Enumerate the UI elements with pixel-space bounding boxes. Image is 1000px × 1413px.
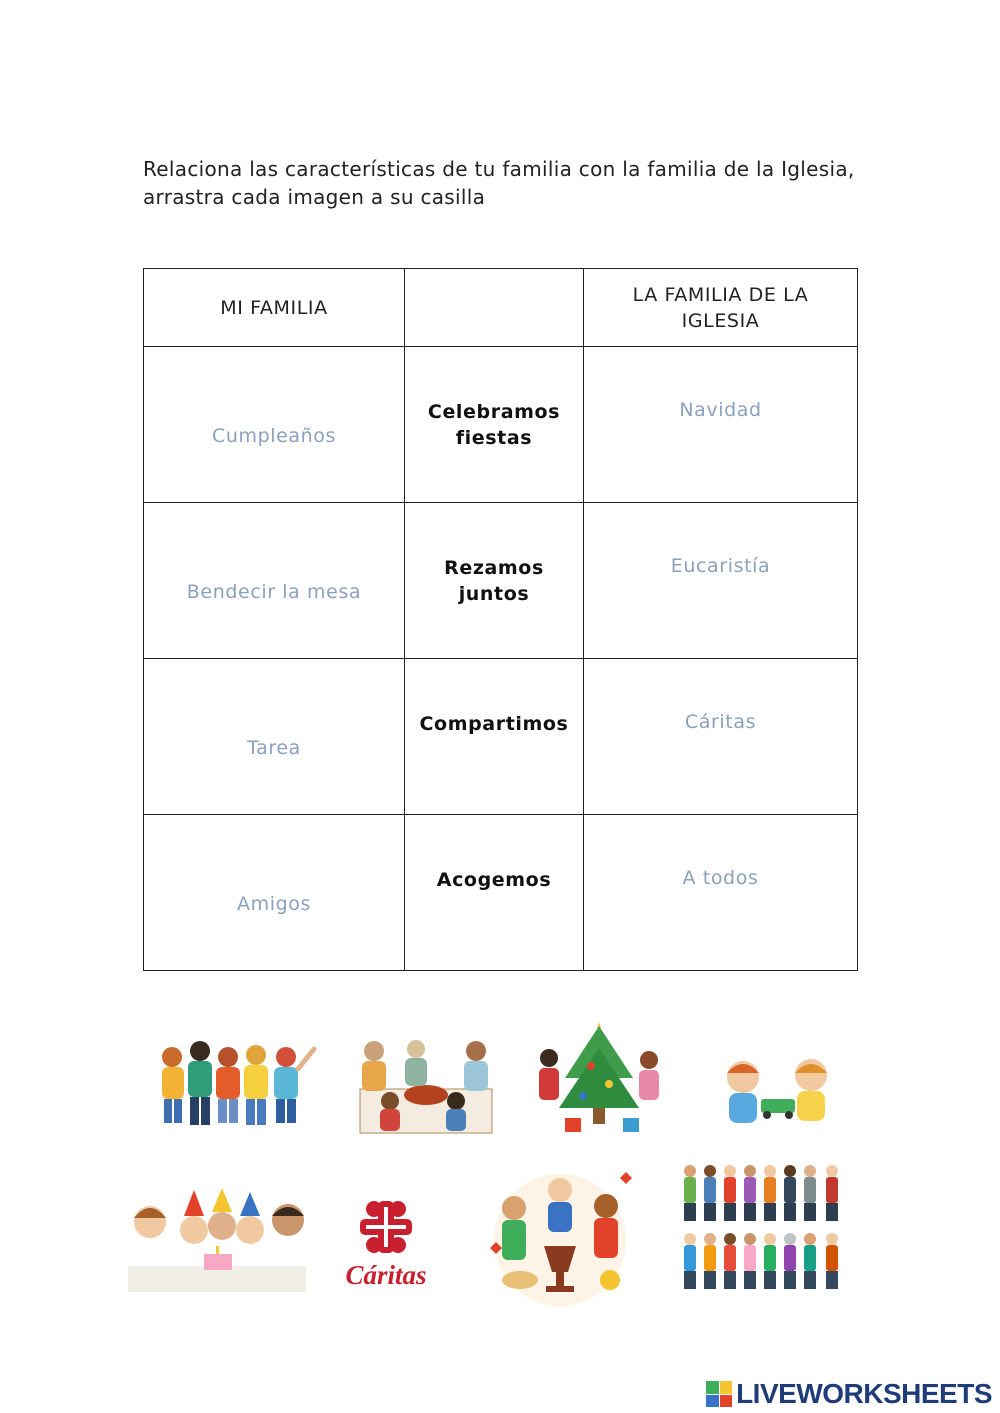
answer-left: Tarea: [247, 737, 301, 759]
header-familia-iglesia: [584, 269, 858, 347]
caritas-logo[interactable]: [322, 1195, 450, 1290]
liveworksheets-badge-icon: [706, 1381, 732, 1407]
table-header-row: [144, 269, 858, 347]
header-familia-iglesia-label: LA FAMILIA DE LA IGLESIA: [632, 283, 809, 332]
category-cell: [405, 347, 584, 503]
header-middle: [405, 269, 584, 347]
drop-cell-right[interactable]: [584, 347, 858, 503]
liveworksheets-logo[interactable]: [706, 1378, 992, 1410]
table-row: [144, 347, 858, 503]
drop-cell-left[interactable]: [144, 503, 405, 659]
answer-left: Cumpleaños: [211, 425, 337, 447]
group-of-friends-icon[interactable]: [150, 1035, 320, 1130]
category-label: Rezamos juntos: [444, 557, 544, 605]
answer-right: Cáritas: [684, 711, 757, 733]
drop-cell-right[interactable]: [584, 503, 858, 659]
diverse-people-icon[interactable]: [680, 1163, 845, 1293]
kids-sharing-toy-icon[interactable]: [715, 1055, 840, 1140]
eucharist-celebration-icon[interactable]: [480, 1168, 640, 1313]
drop-cell-right[interactable]: [584, 659, 858, 815]
answer-right: Navidad: [679, 399, 762, 421]
answer-right: Eucaristía: [670, 555, 771, 577]
category-cell: [405, 503, 584, 659]
category-label: Compartimos: [419, 713, 569, 735]
drop-cell-left[interactable]: [144, 659, 405, 815]
category-label: Celebramos fiestas: [427, 401, 561, 449]
matching-table: [143, 268, 858, 971]
drop-cell-right[interactable]: [584, 815, 858, 971]
family-praying-at-table-icon[interactable]: [350, 1037, 502, 1135]
answer-left: Amigos: [237, 893, 311, 915]
table-row: [144, 659, 858, 815]
header-mi-familia: MI FAMILIA: [144, 269, 405, 347]
liveworksheets-logo-text: LIVEWORKSHEETS: [736, 1378, 992, 1409]
answer-right: A todos: [682, 867, 759, 889]
category-cell: [405, 659, 584, 815]
answer-left: Bendecir la mesa: [186, 581, 362, 603]
table-row: [144, 815, 858, 971]
drop-cell-left[interactable]: [144, 815, 405, 971]
drop-cell-left[interactable]: [144, 347, 405, 503]
caritas-logo-text: Cáritas: [345, 1260, 427, 1290]
category-cell: [405, 815, 584, 971]
category-label: Acogemos: [436, 869, 552, 891]
birthday-party-icon[interactable]: [128, 1188, 306, 1292]
table-row: [144, 503, 858, 659]
instructions-text: Relaciona las características de tu familia con la familia de la Iglesia, arrastra cada imagen a su casilla: [143, 157, 855, 209]
christmas-tree-family-icon[interactable]: [535, 1018, 665, 1145]
